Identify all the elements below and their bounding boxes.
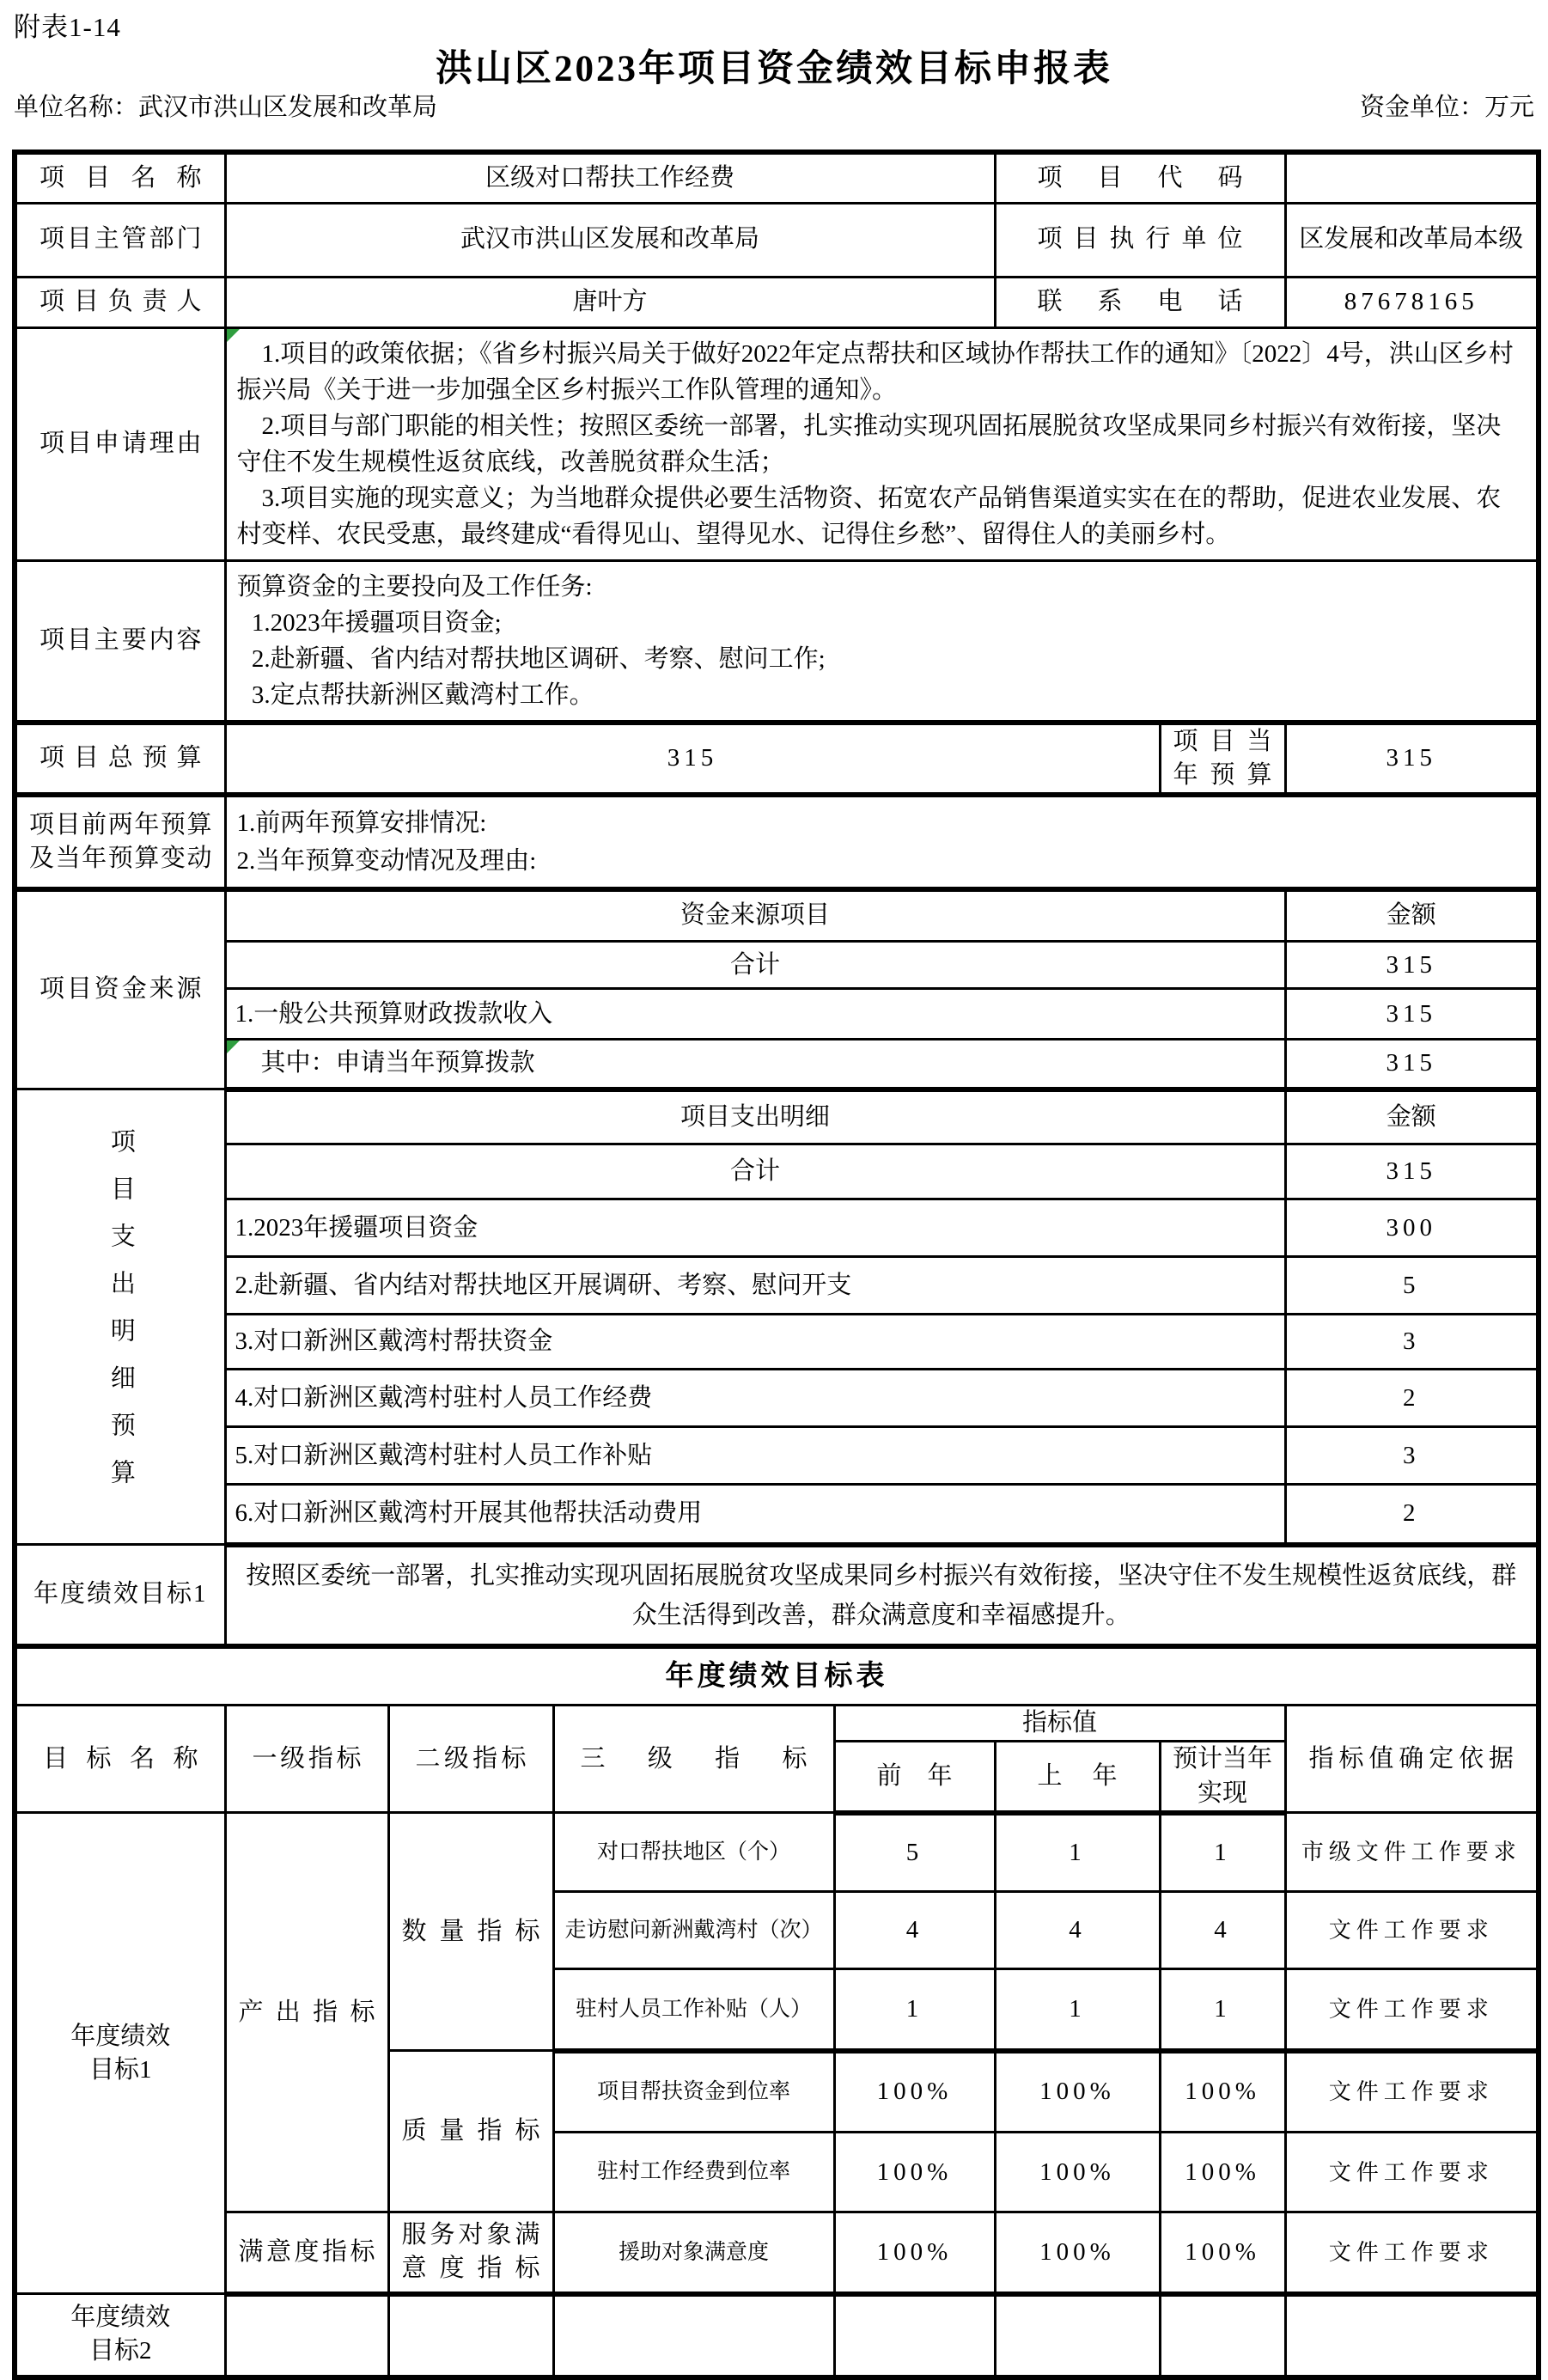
funding-row [15,1040,1539,1089]
exec-unit-value: 区发展和改革局本级 [1285,203,1539,277]
funding-amount: 315 [1285,1040,1539,1089]
exec-unit-label: 项目执行单位 [995,203,1285,277]
content-line: 3.定点帮扶新洲区戴湾村工作。 [251,680,594,709]
prev-budget-line: 2.当年预算变动情况及理由: [236,846,537,875]
perf-header-row-top [15,1706,1539,1742]
row-main-content [15,560,1539,723]
header-goal-name: 目标名称 [15,1706,225,1813]
expense-amount: 315 [1285,1144,1539,1199]
goal1-name-cell [15,1813,225,2294]
header-last-year: 上年 [995,1742,1160,1813]
expense-item: 2.赴新疆、省内结对帮扶地区开展调研、考察、慰问开支 [225,1257,1285,1315]
header-year-before: 前年 [834,1742,995,1813]
expense-item: 1.2023年援疆项目资金 [225,1199,1285,1257]
project-name-label: 项目名称 [15,152,225,203]
reason-paragraph: 1.项目的政策依据；《省乡村振兴局关于做好2022年定点帮扶和区域协作帮扶工作的通知》〔2022〕4号，洪山区乡村振兴局《关于进一步加强全区乡村振兴工作队管理的通知》。 [236,339,1514,404]
row-goal2 [15,2294,1539,2377]
value-current-est: 100% [1160,2212,1285,2294]
goal2-name-text: 年度绩效目标2 [70,2304,171,2365]
perf-row [15,1813,1539,1892]
value-current-est: 1 [1160,1813,1285,1892]
value-last-year: 4 [995,1892,1160,1969]
expense-header-amount: 金额 [1285,1089,1539,1144]
total-budget-label: 项目总预算 [15,723,225,795]
main-content-label: 项目主要内容 [15,560,225,723]
level2-service: 服务对象满意度指标 [388,2212,553,2294]
value-year-before: 5 [834,1813,995,1892]
header-level3: 三级指标 [553,1706,834,1813]
value-year-before: 100% [834,2133,995,2212]
unit-name: 单位名称：武汉市洪山区发展和改革局 [14,94,438,121]
funding-label: 项目资金来源 [15,889,225,1089]
row-reason [15,327,1539,560]
expense-row [15,1199,1539,1257]
value-current-est: 1 [1160,1969,1285,2051]
phone-label: 联系电话 [995,277,1285,327]
header-level1: 一级指标 [225,1706,388,1813]
empty-cell [1285,2294,1539,2377]
level3-indicator: 驻村工作经费到位率 [553,2133,834,2212]
total-budget-value: 315 [225,723,1160,795]
row-prev-budget [15,795,1539,889]
expense-item: 6.对口新洲区戴湾村开展其他帮扶活动费用 [225,1485,1285,1545]
reason-label: 项目申请理由 [15,327,225,560]
level3-indicator: 走访慰问新洲戴湾村（次） [553,1892,834,1969]
expense-row [15,1370,1539,1427]
funding-item: 合计 [225,942,1285,989]
perf-table-title: 年度绩效目标表 [15,1646,1539,1706]
goal1-name-text: 年度绩效目标1 [70,2022,171,2084]
value-last-year: 100% [995,2051,1160,2133]
funding-amount: 315 [1285,942,1539,989]
content-line: 2.赴新疆、省内结对帮扶地区调研、考察、慰问工作; [251,644,826,673]
reason-paragraph: 3.项目实施的现实意义；为当地群众提供必要生活物资、拓宽农产品销售渠道实实在在的帮助，促进农业发展、农村变样、农民受惠，最终建成“看得见山、望得见水、记得住乡愁”、留得住人的美丽乡村。 [236,484,1502,548]
goal1-text: 按照区委统一部署，扎实推动实现巩固拓展脱贫攻坚成果同乡村振兴有效衔接，坚决守住不发生规模性返贫底线，群众生活得到改善，群众满意度和幸福感提升。 [225,1545,1539,1646]
perf-row [15,2212,1539,2294]
expense-row [15,1144,1539,1199]
expense-item: 4.对口新洲区戴湾村驻村人员工作经费 [225,1370,1285,1427]
level3-indicator: 驻村人员工作补贴（人） [553,1969,834,2051]
year-budget-value: 315 [1285,723,1539,795]
level1-output: 产出指标 [225,1813,388,2212]
empty-cell [834,2294,995,2377]
content-line: 1.2023年援疆项目资金; [251,608,502,637]
row-leader [15,277,1539,327]
expense-row [15,1257,1539,1315]
level2-quantity: 数量指标 [388,1813,553,2051]
leader-value: 唐叶方 [225,277,995,327]
value-basis: 文件工作要求 [1285,2051,1539,2133]
dept-value: 武汉市洪山区发展和改革局 [225,203,995,277]
value-year-before: 100% [834,2051,995,2133]
leader-label: 项目负责人 [15,277,225,327]
level3-indicator: 援助对象满意度 [553,2212,834,2294]
expense-amount: 300 [1285,1199,1539,1257]
value-basis: 市级文件工作要求 [1285,1813,1539,1892]
expense-amount: 5 [1285,1257,1539,1315]
reason-paragraph: 2.项目与部门职能的相关性；按照区委统一部署，扎实推动实现巩固拓展脱贫攻坚成果同乡村振兴有效衔接，坚决守住不发生规模性返贫底线，改善脱贫群众生活； [236,412,1502,476]
value-basis: 文件工作要求 [1285,1969,1539,2051]
row-total-budget [15,723,1539,795]
value-year-before: 4 [834,1892,995,1969]
row-dept [15,203,1539,277]
level3-indicator: 项目帮扶资金到位率 [553,2051,834,2133]
level2-quality: 质量指标 [388,2051,553,2212]
value-last-year: 1 [995,1813,1160,1892]
row-perf-title [15,1646,1539,1706]
info-line [14,88,1534,123]
header-basis: 指标值确定依据 [1285,1706,1539,1813]
value-basis: 文件工作要求 [1285,2133,1539,2212]
reason-content [225,327,1539,560]
row-project-name [15,152,1539,203]
empty-cell [553,2294,834,2377]
value-year-before: 100% [834,2212,995,2294]
funding-item [225,1040,1285,1089]
value-current-est: 100% [1160,2133,1285,2212]
empty-cell [388,2294,553,2377]
funding-header-item: 资金来源项目 [225,889,1285,942]
goal1-label: 年度绩效目标1 [15,1545,225,1646]
expense-row [15,1485,1539,1545]
excel-error-indicator [227,1040,240,1053]
excel-error-indicator [227,329,240,342]
row-funding-header [15,889,1539,942]
header-level2: 二级指标 [388,1706,553,1813]
project-code-label: 项目代码 [995,152,1285,203]
funding-item: 1.一般公共预算财政拨款收入 [225,989,1285,1040]
value-last-year: 1 [995,1969,1160,2051]
expense-header-item: 项目支出明细 [225,1089,1285,1144]
funding-amount: 315 [1285,989,1539,1040]
value-last-year: 100% [995,2212,1160,2294]
project-code-value [1285,152,1539,203]
prev-budget-line: 1.前两年预算安排情况: [236,809,487,837]
empty-cell [995,2294,1160,2377]
expense-amount: 3 [1285,1427,1539,1485]
content-line: 预算资金的主要投向及工作任务: [236,572,593,601]
empty-cell [1160,2294,1285,2377]
value-current-est: 100% [1160,2051,1285,2133]
value-year-before: 1 [834,1969,995,2051]
dept-label: 项目主管部门 [15,203,225,277]
level3-indicator: 对口帮扶地区（个） [553,1813,834,1892]
appendix-tag: 附表1-14 [14,12,121,42]
expense-item: 5.对口新洲区戴湾村驻村人员工作补贴 [225,1427,1285,1485]
value-basis: 文件工作要求 [1285,2212,1539,2294]
funding-row [15,989,1539,1040]
phone-value: 87678165 [1285,277,1539,327]
funding-header-amount: 金额 [1285,889,1539,942]
empty-cell [225,2294,388,2377]
value-current-est: 4 [1160,1892,1285,1969]
declaration-table [12,150,1541,2380]
row-expense-header [15,1089,1539,1144]
level1-satisfaction: 满意度指标 [225,2212,388,2294]
expense-label-text: 项目支出明细预算 [107,1127,135,1506]
value-basis: 文件工作要求 [1285,1892,1539,1969]
currency-unit: 资金单位：万元 [1359,94,1534,121]
main-content-text [225,560,1539,723]
year-budget-label: 项目当年预算 [1160,723,1285,795]
value-last-year: 100% [995,2133,1160,2212]
project-name-value: 区级对口帮扶工作经费 [225,152,995,203]
prev-budget-label: 项目前两年预算及当年预算变动 [15,795,225,889]
goal2-name-cell [15,2294,225,2377]
expense-item: 合计 [225,1144,1285,1199]
expense-amount: 3 [1285,1315,1539,1370]
header-current-est: 预计当年实现 [1160,1742,1285,1813]
expense-item: 3.对口新洲区戴湾村帮扶资金 [225,1315,1285,1370]
funding-item-text: 其中：申请当年预算拨款 [260,1049,535,1077]
page-title: 洪山区2023年项目资金绩效目标申报表 [436,49,1112,89]
expense-row [15,1315,1539,1370]
expense-row [15,1427,1539,1485]
expense-label [15,1089,225,1545]
expense-amount: 2 [1285,1485,1539,1545]
prev-budget-text [225,795,1539,889]
header-value-group: 指标值 [834,1706,1285,1742]
funding-row [15,942,1539,989]
row-goal1 [15,1545,1539,1646]
expense-amount: 2 [1285,1370,1539,1427]
